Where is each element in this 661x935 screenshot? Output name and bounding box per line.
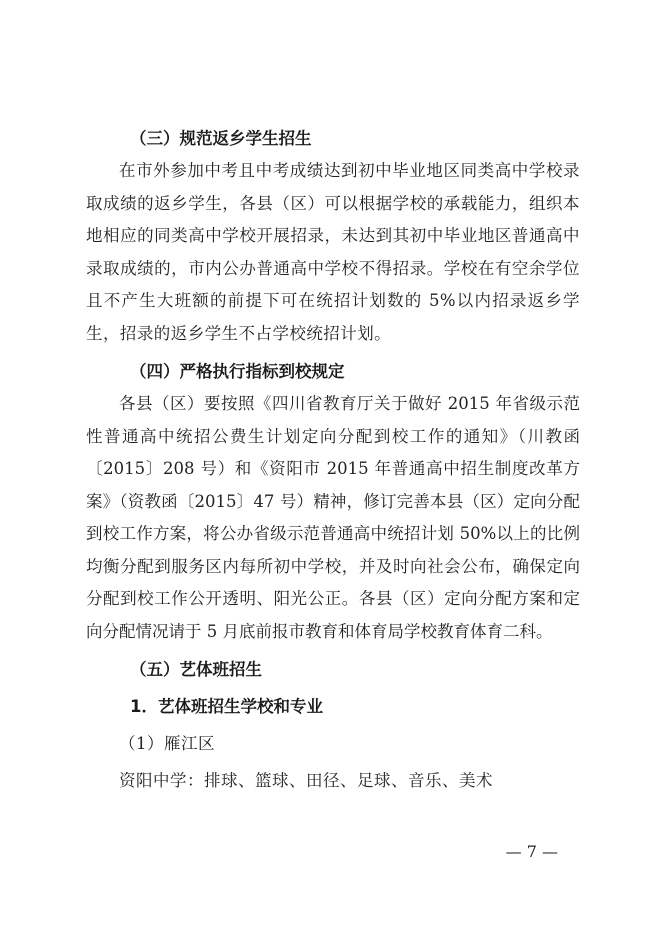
page-number: — 7 — bbox=[505, 842, 558, 861]
section-paragraph-3: 在市外参加中考且中考成绩达到初中毕业地区同类高中学校录取成绩的返乡学生，各县（区）可以根据学校的承载能力，组织本地相应的同类高中学校开展招录，未达到其初中毕业地区普通高中录取成绩的，市内公办普通高中学校不得招录。学校在有空余学位且不产生大班额的前提下可在统招计划数的 5%以内招录返乡学生，招录的返乡学生不占学校统招计划。 bbox=[86, 161, 580, 343]
school-specialties-line: 资阳中学：排球、篮球、田径、足球、音乐、美术 bbox=[119, 771, 493, 790]
section-heading-3: （三）规范返乡学生招生 bbox=[130, 129, 312, 148]
section-paragraph-4: 各县（区）要按照《四川省教育厅关于做好 2015 年省级示范性普通高中统招公费生计划定向分配到校工作的通知》（川教函〔2015〕208 号）和《资阳市 2015 年普通高中招生制度改革方案》（资教函〔2015〕47 号）精神，修订完善本县（区）定向分配到校工作方案，将公办省级示范普通高中统招计划 50%以上的比例均衡分配到服务区内每所初中学校，并及时向社会公布，确保定向分配到校工作公开透明、阳光公正。各县（区）定向分配方案和定向分配情况请于 5 月底前报市教育和体育局学校教育体育二科。 bbox=[86, 394, 580, 641]
district-label: （1）雁江区 bbox=[119, 734, 215, 753]
document-body bbox=[86, 122, 580, 797]
section-heading-4: （四）严格执行指标到校规定 bbox=[130, 362, 345, 381]
section-heading-5: （五）艺体班招生 bbox=[130, 660, 262, 679]
subsection-heading-1: 1．艺体班招生学校和专业 bbox=[130, 697, 323, 716]
